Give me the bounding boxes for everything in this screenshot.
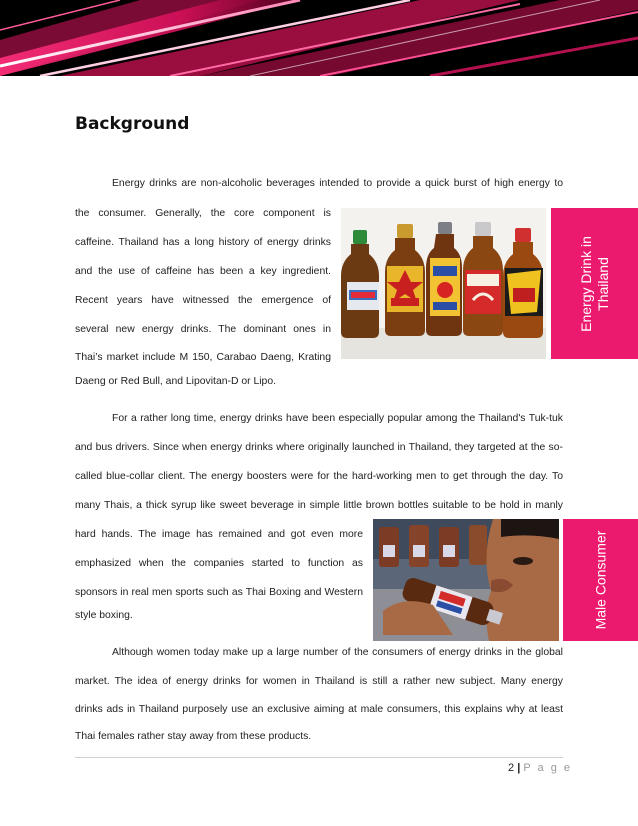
tab-label-line: Thailand: [594, 256, 611, 311]
text-line: hard hands. The image has remained and got even more: [75, 529, 363, 540]
text-line: caffeine. Thailand has a long history of energy drinks: [75, 237, 331, 248]
text-line: Thai’s market include M 150, Carabao Daeng, Krating: [75, 352, 331, 363]
text-line: and bus drivers. Since when energy drinks where originally launched in Thailand, they targeted at the so-: [75, 442, 563, 453]
page-heading: Background: [75, 114, 190, 134]
page-footer: [508, 762, 572, 774]
side-tab-male-consumer: [563, 519, 638, 641]
text-line: Although women today make up a large number of the consumers of energy drinks in the global: [112, 647, 563, 658]
text-line: many Thais, a thick syrup like sweet beverage in simple little brown bottles suitable to be hold in manly: [75, 500, 563, 511]
text-line: Energy drinks are non-alcoholic beverages intended to provide a quick burst of high energy to: [112, 178, 563, 189]
text-line: market. The idea of energy drinks for women in Thailand is still a rather new subject. Many energy: [75, 676, 563, 687]
header-banner: [0, 0, 638, 76]
text-line: style boxing.: [75, 610, 133, 621]
text-line: several new energy drinks. The dominant ones in: [75, 324, 331, 335]
paragraph-3: [75, 647, 563, 747]
tab-label: Male Consumer: [592, 530, 608, 630]
side-tab-energy-drink-thailand: [551, 208, 638, 359]
page-label: P a g e: [523, 762, 572, 774]
text-line: drinks ads in Thailand purposely use an exclusive aiming at male consumers, this explains why at least: [75, 704, 563, 715]
tab-label-line: Energy Drink in: [577, 235, 594, 332]
text-line: the consumer. Generally, the core component is: [75, 208, 331, 219]
text-line: Daeng or Red Bull, and Lipovitan-D or Lipo.: [75, 376, 277, 387]
banner-graphic: [0, 0, 638, 76]
text-line: called blue-collar client. The energy boosters were for the hard-working men to get through the day. To: [75, 471, 563, 482]
text-line: For a rather long time, energy drinks have been especially popular among the Thailand's Tuk-tuk: [112, 413, 563, 424]
man-drinking-photo: [373, 519, 559, 641]
text-line: Thai females rather stay away from these products.: [75, 731, 312, 742]
text-line: emphasized when the companies started to function as: [75, 558, 363, 569]
text-line: and the use of caffeine has been a key ingredient.: [75, 266, 331, 277]
text-line: Recent years have witnessed the emergence of: [75, 295, 331, 306]
footer-divider: [75, 757, 563, 758]
energy-drink-bottles-photo: [341, 208, 546, 359]
page-number: 2: [508, 762, 515, 774]
text-line: sponsors in real men sports such as Thai Boxing and Western: [75, 587, 363, 598]
footer-separator: |: [517, 762, 521, 774]
